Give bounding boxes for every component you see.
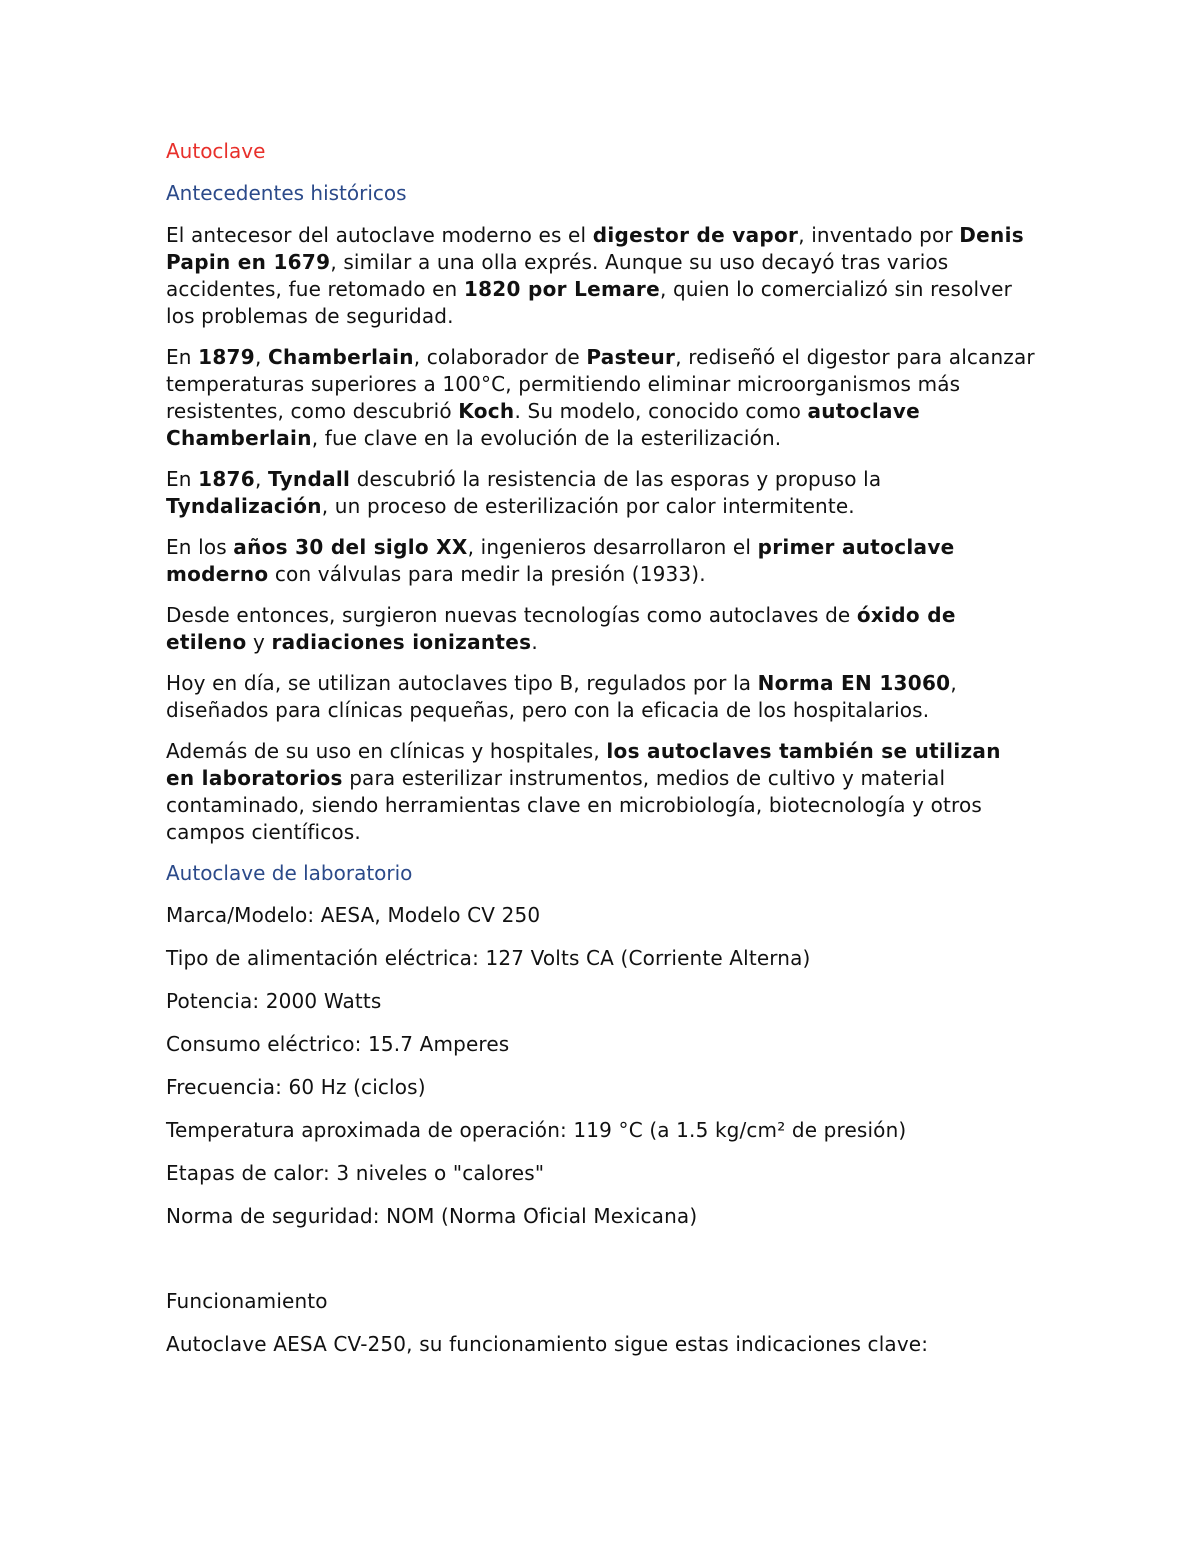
text-run: , [255,467,269,491]
spec-marca-modelo: Marca/Modelo: AESA, Modelo CV 250 [166,903,541,927]
document-content [166,138,1036,1374]
bold-text-run: autoclave Chamberlain [166,399,921,450]
paragraph-5 [166,602,1036,656]
text-run: Hoy en día, se utilizan autoclaves tipo B, regulados por la [166,671,758,695]
spec-norma: Norma de seguridad: NOM (Norma Oficial Mexicana) [166,1204,698,1228]
text-run: , quien lo comercializó sin resolver los problemas de seguridad. [166,277,1012,328]
text-run: , colaborador de [413,345,587,369]
paragraph-2 [166,344,1036,452]
spec-potencia: Potencia: 2000 Watts [166,989,382,1013]
spec-alimentacion: Tipo de alimentación eléctrica: 127 Volts CA (Corriente Alterna) [166,946,811,970]
text-run: El antecesor del autoclave moderno es el [166,223,593,247]
spec-frecuencia: Frecuencia: 60 Hz (ciclos) [166,1075,426,1099]
text-run: con válvulas para medir la presión (1933). [268,562,706,586]
spec-temperatura: Temperatura aproximada de operación: 119 °C (a 1.5 kg/cm² de presión) [166,1118,907,1142]
text-run: para esterilizar instrumentos, medios de cultivo y material contaminado, siendo herramientas clave en microbiología, biotecnología y otros campos científicos. [166,766,982,844]
bold-text-run: Denis Papin en 1679 [166,223,1024,274]
text-run: Además de su uso en clínicas y hospitales, [166,739,607,763]
heading-funcionamiento: Funcionamiento [166,1289,328,1313]
text-run: , diseñados para clínicas pequeñas, pero con la eficacia de los hospitalarios. [166,671,957,722]
heading-antecedentes: Antecedentes históricos [166,181,407,205]
bold-text-run: Norma EN 13060 [757,671,951,695]
bold-text-run: 1879 [198,345,255,369]
text-run: En [166,345,199,369]
paragraph-6 [166,670,1036,724]
text-run: , fue clave en la evolución de la esterilización. [311,426,782,450]
blank-line [166,1246,1036,1288]
paragraph-1 [166,222,1036,330]
text-run: descubrió la resistencia de las esporas y propuso la [350,467,882,491]
bold-text-run: años 30 del siglo XX [233,535,468,559]
bold-text-run: digestor de vapor [592,223,799,247]
document-title: Autoclave [166,139,266,163]
text-run: Desde entonces, surgieron nuevas tecnologías como autoclaves de [166,603,857,627]
text-run: , ingenieros desarrollaron el [467,535,758,559]
paragraph-funcionamiento: Autoclave AESA CV-250, su funcionamiento sigue estas indicaciones clave: [166,1332,929,1356]
bold-text-run: Tyndall [268,467,351,491]
bold-text-run: Pasteur [586,345,676,369]
spec-consumo: Consumo eléctrico: 15.7 Amperes [166,1032,510,1056]
bold-text-run: 1820 por Lemare [463,277,660,301]
heading-autoclave-laboratorio: Autoclave de laboratorio [166,861,413,885]
bold-text-run: óxido de etileno [166,603,956,654]
bold-text-run: radiaciones ionizantes [271,630,532,654]
text-run: En los [166,535,234,559]
text-run: y [246,630,272,654]
text-run: , similar a una olla exprés. Aunque su uso decayó tras varios accidentes, fue retomado en [166,250,949,301]
text-run: , rediseñó el digestor para alcanzar temperaturas superiores a 100°C, permitiendo eliminar microorganismos más resistentes, como descubrió [166,345,1035,423]
bold-text-run: los autoclaves también se utilizan en laboratorios [166,739,1001,790]
bold-text-run: Koch [458,399,515,423]
text-run: , un proceso de esterilización por calor intermitente. [321,494,855,518]
text-run: . [531,630,538,654]
paragraph-3 [166,466,1036,520]
text-run: , inventado por [798,223,960,247]
bold-text-run: 1876 [198,467,255,491]
spec-etapas: Etapas de calor: 3 niveles o "calores" [166,1161,545,1185]
bold-text-run: Tyndalización [166,494,322,518]
bold-text-run: Chamberlain [268,345,414,369]
text-run: , [255,345,269,369]
paragraph-7 [166,738,1036,846]
bold-text-run: primer autoclave moderno [166,535,955,586]
text-run: En [166,467,199,491]
text-run: . Su modelo, conocido como [514,399,808,423]
paragraph-4 [166,534,1036,588]
